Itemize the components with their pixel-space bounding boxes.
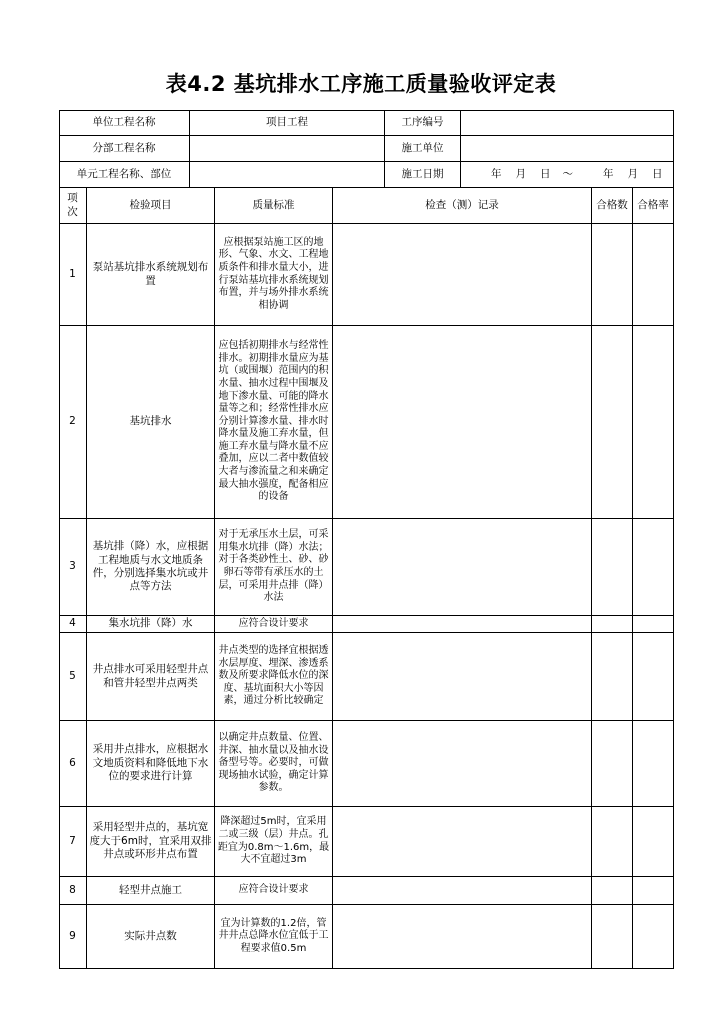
row-8-record[interactable]	[333, 877, 592, 905]
unit-project-label: 单位工程名称	[59, 110, 190, 136]
row-8-standard: 应符合设计要求	[215, 877, 333, 905]
row-6-record[interactable]	[333, 721, 592, 807]
date-day-end: 日	[652, 167, 663, 180]
row-6-no: 6	[59, 721, 87, 807]
process-no-label: 工序编号	[385, 110, 461, 136]
row-7-no: 7	[59, 807, 87, 877]
row-9-pass-count[interactable]	[592, 905, 633, 969]
row-7-pass-rate[interactable]	[633, 807, 674, 877]
row-4-record[interactable]	[333, 616, 592, 633]
row-1-pass-rate[interactable]	[633, 224, 674, 326]
row-8-pass-rate[interactable]	[633, 877, 674, 905]
construction-unit-label: 施工单位	[385, 136, 461, 162]
col-header-no: 项次	[59, 188, 87, 224]
process-no-value[interactable]	[461, 110, 674, 136]
row-3-pass-rate[interactable]	[633, 519, 674, 616]
row-4-pass-rate[interactable]	[633, 616, 674, 633]
row-6-pass-count[interactable]	[592, 721, 633, 807]
row-3-record[interactable]	[333, 519, 592, 616]
row-1-no: 1	[59, 224, 87, 326]
date-range-tilde: ～	[562, 167, 573, 180]
row-8-no: 8	[59, 877, 87, 905]
row-5-item: 井点排水可采用轻型井点和管井轻型井点两类	[87, 633, 215, 721]
row-1-record[interactable]	[333, 224, 592, 326]
row-2-pass-rate[interactable]	[633, 326, 674, 519]
row-9-record[interactable]	[333, 905, 592, 969]
row-6-item: 采用井点排水，应根据水文地质资料和降低地下水位的要求进行计算	[87, 721, 215, 807]
row-3-pass-count[interactable]	[592, 519, 633, 616]
row-9-no: 9	[59, 905, 87, 969]
row-5-pass-count[interactable]	[592, 633, 633, 721]
row-4-no: 4	[59, 616, 87, 633]
date-year-end: 年	[603, 167, 614, 180]
row-6-standard: 以确定井点数量、位置、井深、抽水量以及抽水设备型号等。必要时，可做现场抽水试验，确定计算参数。	[215, 721, 333, 807]
construction-date-value[interactable]	[461, 162, 674, 188]
row-9-standard: 宜为计算数的1.2倍，管井井点总降水位宜低于工程要求值0.5m	[215, 905, 333, 969]
row-9-item: 实际井点数	[87, 905, 215, 969]
row-8-pass-count[interactable]	[592, 877, 633, 905]
row-2-pass-count[interactable]	[592, 326, 633, 519]
row-4-standard: 应符合设计要求	[215, 616, 333, 633]
sub-project-label: 分部工程名称	[59, 136, 190, 162]
row-2-standard: 应包括初期排水与经常性排水。初期排水量应为基坑（或围堰）范围内的积水量、抽水过程中围堰及地下渗水量、可能的降水量等之和；经常性排水应分别计算渗水量、排水时降水量及施工弃水量，但施工弃水量与降水量不应叠加，应以二者中数值较大者与渗流量之和来确定最大抽水强度，配备相应的设备	[215, 326, 333, 519]
row-3-no: 3	[59, 519, 87, 616]
col-header-record: 检查（测）记录	[333, 188, 592, 224]
form-title: 表4.2 基坑排水工序施工质量验收评定表	[165, 72, 557, 96]
date-month-start: 月	[515, 167, 526, 180]
element-project-label: 单元工程名称、部位	[59, 162, 190, 188]
col-header-item: 检验项目	[87, 188, 215, 224]
row-7-item: 采用轻型井点的，基坑宽度大于6m时，宜采用双排井点或环形井点布置	[87, 807, 215, 877]
row-5-standard: 井点类型的选择宜根据透水层厚度、埋深、渗透系数及所要求降低水位的深度、基坑面积大小等因素，通过分析比较确定	[215, 633, 333, 721]
row-4-pass-count[interactable]	[592, 616, 633, 633]
row-8-item: 轻型井点施工	[87, 877, 215, 905]
row-3-item: 基坑排（降）水，应根据工程地质与水文地质条件，分别选择集水坑或井点等方法	[87, 519, 215, 616]
row-2-item: 基坑排水	[87, 326, 215, 519]
row-7-record[interactable]	[333, 807, 592, 877]
row-7-pass-count[interactable]	[592, 807, 633, 877]
row-5-pass-rate[interactable]	[633, 633, 674, 721]
col-header-pass-rate: 合格率	[633, 188, 674, 224]
unit-project-value[interactable]: 项目工程	[190, 110, 385, 136]
sub-project-value[interactable]	[190, 136, 385, 162]
row-5-no: 5	[59, 633, 87, 721]
construction-date-label: 施工日期	[385, 162, 461, 188]
row-2-no: 2	[59, 326, 87, 519]
construction-unit-value[interactable]	[461, 136, 674, 162]
date-year-start: 年	[491, 167, 502, 180]
col-header-pass-count: 合格数	[592, 188, 633, 224]
date-day-start: 日	[540, 167, 551, 180]
col-header-standard: 质量标准	[215, 188, 333, 224]
row-4-item: 集水坑排（降）水	[87, 616, 215, 633]
row-5-record[interactable]	[333, 633, 592, 721]
evaluation-form	[59, 110, 674, 969]
row-6-pass-rate[interactable]	[633, 721, 674, 807]
date-month-end: 月	[627, 167, 638, 180]
row-1-item: 泵站基坑排水系统规划布置	[87, 224, 215, 326]
row-1-pass-count[interactable]	[592, 224, 633, 326]
row-9-pass-rate[interactable]	[633, 905, 674, 969]
row-2-record[interactable]	[333, 326, 592, 519]
row-7-standard: 降深超过5m时，宜采用二或三级（层）井点。孔距宜为0.8m～1.6m，最大不宜超过3m	[215, 807, 333, 877]
row-3-standard: 对于无承压水土层，可采用集水坑排（降）水法；对于各类砂性土、砂、砂卵石等带有承压水的土层，可采用井点排（降）水法	[215, 519, 333, 616]
row-1-standard: 应根据泵站施工区的地形、气象、水文、工程地质条件和排水量大小，进行泵站基坑排水系统规划布置，并与场外排水系统相协调	[215, 224, 333, 326]
element-project-value[interactable]	[190, 162, 385, 188]
